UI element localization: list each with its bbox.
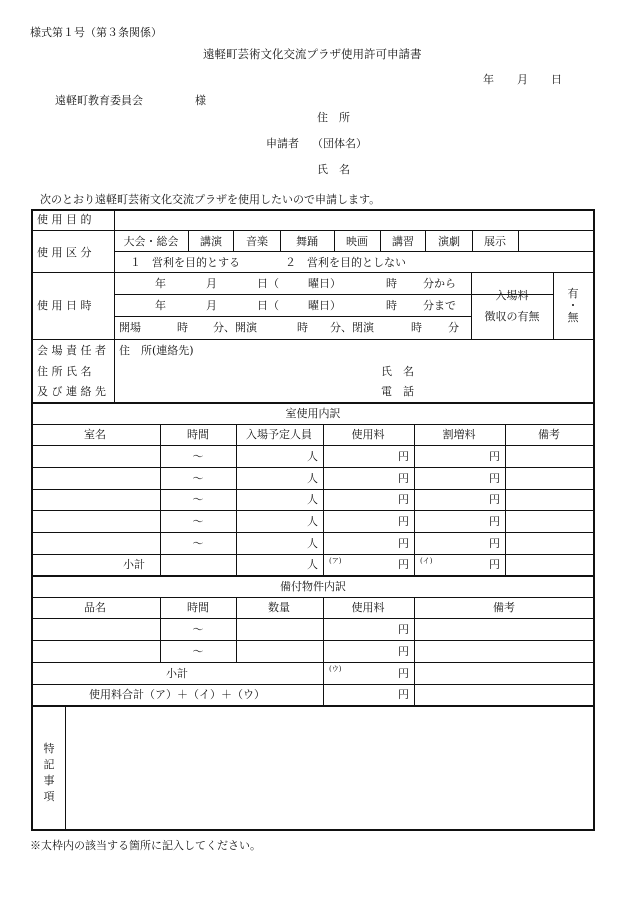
category-option[interactable]: 講演 (200, 235, 222, 248)
equipment-subtotal-fee-unit: 円 (398, 667, 409, 680)
applicant-address-label: 住 所 (317, 111, 350, 124)
grand-total-label: 使用料合計（ア）＋（イ）＋（ウ） (89, 688, 265, 701)
room-time-tilde: 〜 (192, 537, 204, 550)
room-person-unit: 人 (307, 537, 318, 550)
equipment-section-title: 備付物件内訳 (280, 580, 346, 593)
admission-label: 入場料 (495, 289, 529, 302)
applicant-name-label: 氏 名 (317, 163, 350, 176)
room-time-tilde: 〜 (192, 472, 204, 485)
equipment-time-tilde: 〜 (192, 645, 204, 658)
admission-dot: ・ (567, 299, 579, 312)
room-surcharge-unit: 円 (489, 493, 500, 506)
notes-label-char: 記 (43, 758, 55, 771)
applicant-label: 申請者 (266, 137, 299, 150)
rooms-subtotal-surcharge-unit: 円 (489, 558, 500, 571)
rooms-subtotal-label: 小計 (123, 558, 145, 571)
room-fee-unit: 円 (398, 493, 409, 506)
start-month-label: 月 (206, 277, 217, 290)
date-year-label: 年 (483, 73, 494, 86)
admission-no[interactable]: 無 (567, 311, 579, 324)
room-fee-unit: 円 (398, 450, 409, 463)
start-year-label: 年 (155, 277, 166, 290)
rooms-header-remarks: 備考 (538, 428, 560, 441)
contact-name-label: 氏 名 (381, 365, 414, 378)
notes-label-char: 特 (43, 742, 55, 755)
form-number: 様式第１号（第３条関係） (30, 26, 162, 39)
purpose-input[interactable] (120, 213, 590, 227)
category-option[interactable]: 講習 (392, 235, 414, 248)
close-show-label: 分、閉演 (330, 321, 374, 334)
notes-label-char: 項 (43, 790, 55, 803)
close-hour-label: 時 (411, 321, 422, 334)
footer-note: ※太枠内の該当する箇所に記入してください。 (30, 839, 261, 852)
start-hour-label: 時 (386, 277, 397, 290)
start-from-label: 分から (423, 277, 456, 290)
start-show-hour-label: 時 (297, 321, 308, 334)
equipment-fee-unit: 円 (398, 645, 409, 658)
category-option[interactable]: 舞踊 (296, 235, 318, 248)
room-fee-unit: 円 (398, 472, 409, 485)
contact-phone-label: 電 話 (381, 385, 414, 398)
room-person-unit: 人 (307, 472, 318, 485)
room-time-tilde: 〜 (192, 493, 204, 506)
addressee: 遠軽町教育委員会 (55, 94, 143, 107)
mark-a: (ア) (329, 557, 342, 565)
room-surcharge-unit: 円 (489, 472, 500, 485)
contact-label-3: 及 び 連 絡 先 (37, 385, 106, 398)
rooms-subtotal-fee-unit: 円 (398, 558, 409, 571)
close-minute-label: 分 (448, 321, 459, 334)
grand-total-fee-unit: 円 (398, 688, 409, 701)
admission-yes[interactable]: 有 (567, 287, 579, 300)
end-weekday-label: 曜日） (308, 299, 341, 312)
equipment-header-time: 時間 (187, 601, 209, 614)
datetime-label: 使 用 日 時 (37, 299, 92, 312)
purpose-label: 使 用 目 的 (37, 213, 92, 226)
room-surcharge-unit: 円 (489, 450, 500, 463)
profit-option-1[interactable]: １ 営利を目的とする (130, 256, 240, 269)
end-month-label: 月 (206, 299, 217, 312)
equipment-header-remarks: 備考 (493, 601, 515, 614)
room-person-unit: 人 (307, 450, 318, 463)
page-title: 遠軽町芸術文化交流プラザ使用許可申請書 (203, 47, 422, 61)
room-fee-unit: 円 (398, 515, 409, 528)
rooms-section-title: 室使用内訳 (285, 407, 341, 420)
start-show-label: 分、開演 (213, 321, 257, 334)
rooms-header-time: 時間 (187, 428, 209, 441)
date-month-label: 月 (517, 73, 528, 86)
start-weekday-label: 曜日） (308, 277, 341, 290)
equipment-fee-unit: 円 (398, 623, 409, 636)
room-time-tilde: 〜 (192, 515, 204, 528)
start-day-label: 日（ (257, 277, 279, 290)
contact-address-label: 住 所(連絡先) (119, 344, 194, 357)
room-time-tilde: 〜 (192, 450, 204, 463)
room-person-unit: 人 (307, 493, 318, 506)
equipment-header-item: 品名 (84, 601, 106, 614)
equipment-header-quantity: 数量 (268, 601, 290, 614)
category-option[interactable]: 演劇 (438, 235, 460, 248)
rooms-header-attendance: 入場予定人員 (246, 428, 312, 441)
notes-label (42, 741, 56, 805)
end-day-label: 日（ (257, 299, 279, 312)
equipment-subtotal-label: 小計 (166, 667, 188, 680)
room-fee-unit: 円 (398, 537, 409, 550)
equipment-time-tilde: 〜 (192, 623, 204, 636)
rooms-header-name: 室名 (84, 428, 106, 441)
category-option[interactable]: 大会・総会 (123, 235, 179, 248)
category-option[interactable]: 映画 (346, 235, 368, 248)
open-hour-label: 時 (177, 321, 188, 334)
equipment-header-fee: 使用料 (351, 601, 385, 614)
mark-u: (ウ) (329, 665, 342, 673)
notes-input[interactable] (70, 710, 590, 826)
mark-i: (イ) (420, 557, 433, 565)
contact-label-2: 住 所 氏 名 (37, 365, 92, 378)
room-surcharge-unit: 円 (489, 515, 500, 528)
applicant-group-label: （団体名） (312, 137, 367, 150)
end-hour-label: 時 (386, 299, 397, 312)
category-label: 使 用 区 分 (37, 246, 92, 259)
end-year-label: 年 (155, 299, 166, 312)
profit-option-2[interactable]: ２ 営利を目的としない (285, 256, 406, 269)
end-until-label: 分まで (423, 299, 456, 312)
notes-label-char: 事 (43, 774, 55, 787)
rooms-header-fee: 使用料 (351, 428, 385, 441)
addressee-honorific: 様 (195, 94, 206, 107)
contact-label-1: 会 場 責 任 者 (37, 344, 106, 357)
admission-label-2: 徴収の有無 (484, 310, 540, 323)
category-option[interactable]: 音楽 (246, 235, 268, 248)
rooms-subtotal-person-unit: 人 (307, 558, 318, 571)
date-day-label: 日 (551, 73, 562, 86)
category-option[interactable]: 展示 (484, 235, 506, 248)
intro-text: 次のとおり遠軽町芸術文化交流プラザを使用したいので申請します。 (40, 193, 381, 206)
rooms-header-surcharge: 割増料 (442, 428, 476, 441)
room-surcharge-unit: 円 (489, 537, 500, 550)
room-person-unit: 人 (307, 515, 318, 528)
open-label: 開場 (119, 321, 141, 334)
